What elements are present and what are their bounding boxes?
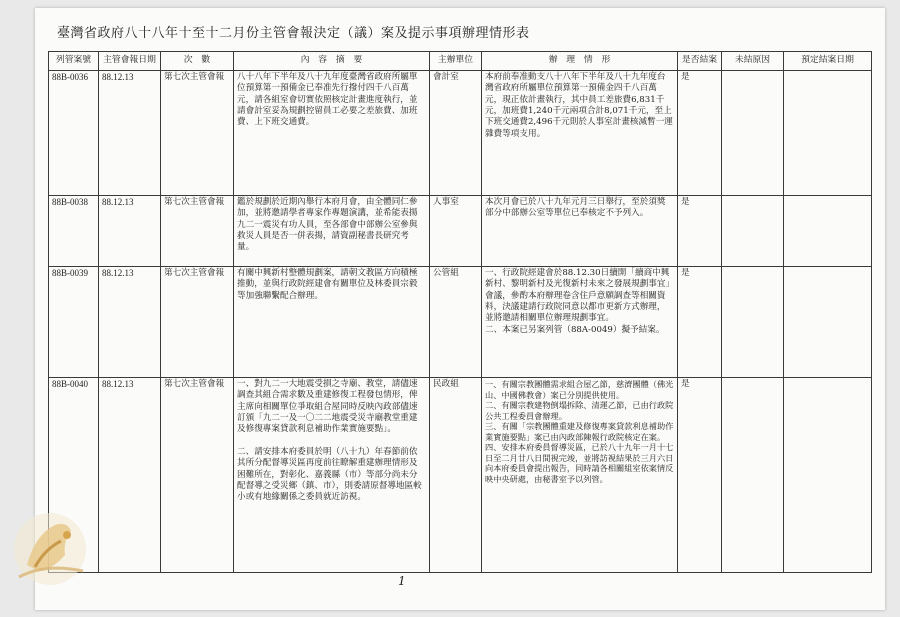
reason <box>722 378 784 573</box>
header-due-date: 預定結案日期 <box>784 52 872 71</box>
meeting-date: 88.12.13 <box>99 196 161 267</box>
case-number: 88B-0040 <box>49 378 99 573</box>
session: 第七次主管會報 <box>161 267 234 378</box>
session: 第七次主管會報 <box>161 71 234 196</box>
header-summary: 內 容 摘 要 <box>234 52 430 71</box>
due-date <box>784 71 872 196</box>
table-row <box>49 196 872 267</box>
status: 一、行政院經建會於88.12.30日續開「續商中興新村、黎明新村及光復新村未來之發展規劃事宜」會議，參酌本府辦理卷含住戶意願調查等相關資料，決議建請行政院同意以都市更新方式辦理，並將邀請相關單位辦理規劃事宜。 二、本案已另案列管（88A-0049）擬予結案。 <box>482 267 678 378</box>
header-closed: 是否結案 <box>678 52 722 71</box>
due-date <box>784 196 872 267</box>
meeting-date: 88.12.13 <box>99 378 161 573</box>
case-number: 88B-0036 <box>49 71 99 196</box>
due-date <box>784 378 872 573</box>
closed: 是 <box>678 196 722 267</box>
table-row <box>49 267 872 378</box>
unit: 會計室 <box>430 71 482 196</box>
due-date <box>784 267 872 378</box>
reason <box>722 267 784 378</box>
header-case-number: 列管案號 <box>49 52 99 71</box>
case-table <box>48 51 872 573</box>
closed: 是 <box>678 267 722 378</box>
reason <box>722 196 784 267</box>
summary: 八十八年下半年及八十九年度臺灣省政府所屬單位預算第一預備金已奉准先行撥付四千八百萬元，請各組室會切實依照核定計畫進度執行，並請會計室妥為規劃控留員工必要之差旅費、加班費、上下班交通費。 <box>234 71 430 196</box>
meeting-date: 88.12.13 <box>99 71 161 196</box>
summary: 一、對九二一大地震受損之寺廟、教堂，請儘速調查其組合需求數及重建修復工程發包情形，俾主席向相關單位爭取組合屋同時反映內政部儘速訂頒「九二一及一〇二二地震受災寺廟教堂重建及修復專案貸款利息補助作業實施要點」。 二、請安排本府委員於明（八十九）年春節前依其所分配督導災區再度前往瞭解重建辦理情形及困難所在，對彰化、嘉義縣（市）等部分尚未分配督導之受災鄉（鎮、市），則委請原督導地區較小或有地緣關係之委員就近訪視。 <box>234 378 430 573</box>
header-reason: 未結原因 <box>722 52 784 71</box>
table-row <box>49 378 872 573</box>
page-number: 1 <box>398 574 406 588</box>
unit: 人事室 <box>430 196 482 267</box>
closed: 是 <box>678 71 722 196</box>
table-header-row <box>49 52 872 71</box>
header-meeting-date: 主管會報日期 <box>99 52 161 71</box>
summary: 有關中興新村整體規劃案，請朝文教區方向積極推動，並與行政院經建會有關單位及林委員宗毅等加強聯繫配合辦理。 <box>234 267 430 378</box>
reason <box>722 71 784 196</box>
header-unit: 主辦單位 <box>430 52 482 71</box>
session: 第七次主管會報 <box>161 196 234 267</box>
closed: 是 <box>678 378 722 573</box>
case-number: 88B-0038 <box>49 196 99 267</box>
document-title: 臺灣省政府八十八年十至十二月份主管會報決定（議）案及提示事項辦理情形表 <box>57 26 530 41</box>
unit: 民政組 <box>430 378 482 573</box>
session: 第七次主管會報 <box>161 378 234 573</box>
case-number: 88B-0039 <box>49 267 99 378</box>
status: 本次月會已於八十九年元月三日舉行，至於須獎部分中部辦公室等單位已奉核定不予列入。 <box>482 196 678 267</box>
header-session: 次 數 <box>161 52 234 71</box>
meeting-date: 88.12.13 <box>99 267 161 378</box>
header-status: 辦 理 情 形 <box>482 52 678 71</box>
document-page <box>35 8 885 610</box>
status: 一、有關宗教團體需求組合屋乙節，慈濟團體（佛光山、中國佛教會）案已分別提供使用。 二、有關宗教建物倒塌拆除、清運乙節，已由行政院公共工程委員會辦理。 三、有關「宗教團體重建及修復專案貸款利息補助作業實施要點」案已由內政部陳報行政院核定在案。 四、安排本府委員督導災區，已於八十九年一月十七日至二月廿八日間視完竣，並將訪視結果於三月六日向本府委員會提出報告，同時請各相關組室依案情反映中央研處，由秘書室予以列管。 <box>482 378 678 573</box>
table-row <box>49 71 872 196</box>
unit: 公管組 <box>430 267 482 378</box>
status: 本府前奉准動支八十八年下半年及八十九年度台灣省政府所屬單位預算第一預備金四千八百萬元，現正依計畫執行，其中員工差旅費6,831千元，加班費1,240千元兩項合計8,071千元，至上下班交通費2,496千元則於人事室計畫核減暫一運雜費等項支用。 <box>482 71 678 196</box>
summary: 鑑於規劃於近期內舉行本府月會，由全體同仁參加，並將邀請學者專家作專題演講，並希能表揚九二一震災有功人員，至各部會中部辦公室參與救災人員是否一併表揚，請資副秘書長研究考量。 <box>234 196 430 267</box>
government-logo-icon <box>5 505 95 589</box>
